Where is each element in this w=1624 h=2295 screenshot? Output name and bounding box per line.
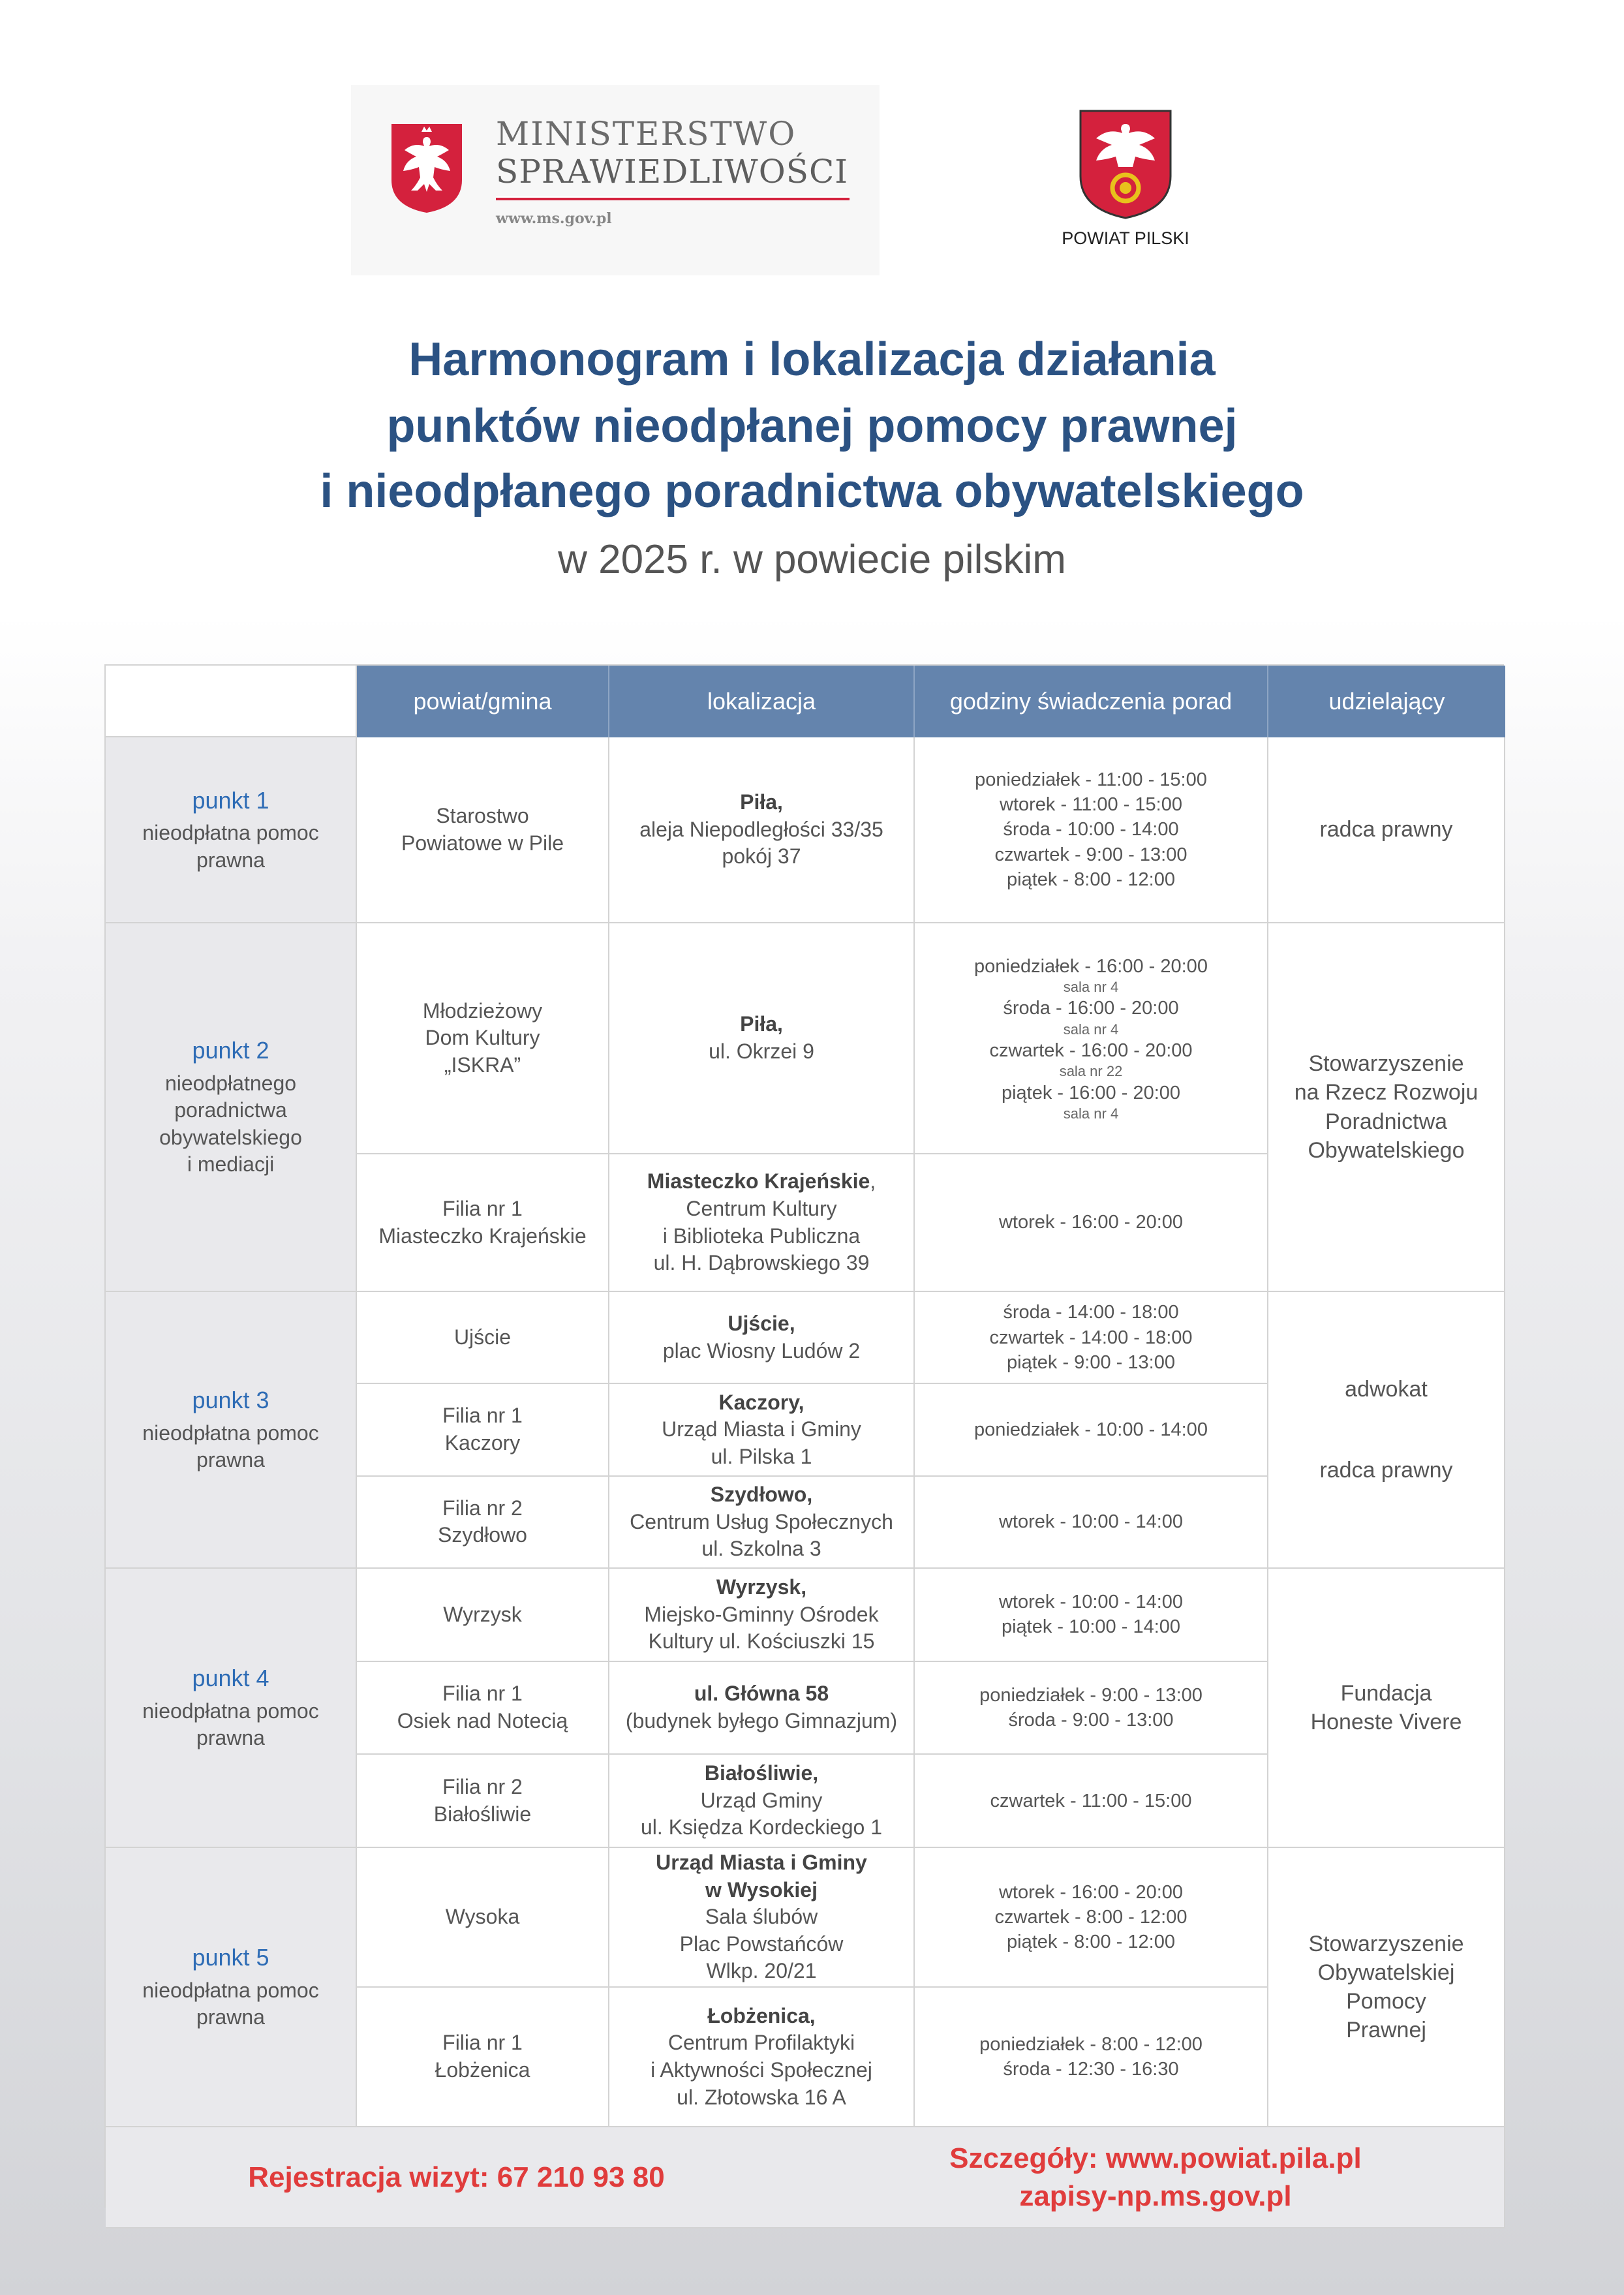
point-2-desc-line1: nieodpłatnego xyxy=(164,1071,297,1095)
provider-cell xyxy=(1268,737,1505,923)
provider-line: radca prawny xyxy=(1319,1458,1453,1483)
ministry-name-line2: SPRAWIEDLIWOŚCI xyxy=(496,153,848,191)
location-line: ul. Złotowska 16 A xyxy=(677,2085,846,2109)
location-city: ul. Główna 58 xyxy=(694,1682,829,1706)
unit-sub xyxy=(357,1292,608,1383)
provider-cell xyxy=(1268,923,1505,1292)
location-line: ul. H. Dąbrowskiego 39 xyxy=(653,1251,870,1275)
unit-line: Wysoka xyxy=(445,1905,520,1929)
unit-cell xyxy=(357,1154,609,1292)
hours-line: czwartek - 9:00 - 13:00 xyxy=(994,844,1187,865)
location-line: Miejsko-Gminny Ośrodek xyxy=(644,1602,879,1626)
location-city: Miasteczko Krajeńskie xyxy=(647,1169,870,1194)
ministry-flag-rule xyxy=(496,196,850,200)
room-line: sala nr 4 xyxy=(1063,1105,1119,1122)
location-cell xyxy=(609,1848,915,2127)
point-5-label xyxy=(106,1848,357,2127)
location-sub xyxy=(609,1569,913,1661)
location-sub xyxy=(609,1292,913,1383)
provider-line: Obywatelskiego xyxy=(1308,1137,1465,1163)
provider-line: adwokat xyxy=(1345,1376,1428,1402)
unit-sub xyxy=(357,1753,608,1847)
point-4-desc-line1: nieodpłatna pomoc xyxy=(142,1699,319,1723)
details-links xyxy=(949,2140,1362,2214)
hours-line: środa - 9:00 - 13:00 xyxy=(1008,1710,1174,1731)
unit-line: Miasteczko Krajeńskie xyxy=(378,1224,587,1248)
table-corner xyxy=(106,666,357,737)
location-line: Centrum Kultury xyxy=(686,1196,837,1220)
hours-line: środa - 16:00 - 20:00 xyxy=(1003,998,1179,1019)
unit-line: Filia nr 1 xyxy=(442,1196,523,1220)
location-sub xyxy=(609,1475,913,1567)
hours-line: środa - 14:00 - 18:00 xyxy=(1003,1302,1179,1323)
location-line: aleja Niepodległości 33/35 xyxy=(639,817,883,841)
location-line: ul. Pilska 1 xyxy=(711,1444,812,1468)
hours-sub xyxy=(915,1569,1267,1661)
location-line: (budynek byłego Gimnazjum) xyxy=(625,1709,898,1733)
location-line: Centrum Usług Społecznych xyxy=(630,1509,893,1533)
hours-line: piątek - 16:00 - 20:00 xyxy=(1001,1082,1181,1103)
unit-line: Powiatowe w Pile xyxy=(401,831,564,855)
point-4-label xyxy=(106,1569,357,1848)
location-line: Centrum Profilaktyki xyxy=(667,2031,855,2055)
hours-line: czwartek - 14:00 - 18:00 xyxy=(989,1327,1193,1348)
point-2-label xyxy=(106,923,357,1292)
provider-line: Stowarzyszenie xyxy=(1308,1051,1464,1077)
hours-line: wtorek - 10:00 - 14:00 xyxy=(998,1511,1184,1533)
provider-line: Pomocy xyxy=(1346,1989,1426,2014)
hours-sub xyxy=(915,1383,1267,1475)
location-city: Wyrzysk, xyxy=(716,1575,807,1599)
room-line: sala nr 4 xyxy=(1063,978,1119,995)
unit-line: „ISKRA” xyxy=(444,1053,521,1077)
unit-line: Filia nr 1 xyxy=(442,1682,523,1706)
location-sub xyxy=(609,1986,913,2126)
hours-cell xyxy=(915,923,1268,1154)
location-line: i Aktywności Społecznej xyxy=(651,2058,872,2082)
provider-line: Fundacja xyxy=(1340,1680,1432,1706)
hours-cell xyxy=(915,1292,1268,1569)
hours-line: wtorek - 10:00 - 14:00 xyxy=(998,1592,1184,1613)
unit-cell xyxy=(357,1292,609,1569)
unit-sub xyxy=(357,1383,608,1475)
point-3-desc-line1: nieodpłatna pomoc xyxy=(142,1421,319,1445)
hours-sub xyxy=(915,1661,1267,1754)
hours-line: środa - 10:00 - 14:00 xyxy=(1003,819,1179,840)
registration-phone: Rejestracja wizyt: 67 210 93 80 xyxy=(248,2161,665,2193)
page-title-line2: punktów nieodpłanej pomocy prawnej xyxy=(386,400,1238,452)
location-line: Plac Powstańców xyxy=(679,1932,844,1956)
point-2-desc-line3: obywatelskiego xyxy=(159,1125,302,1149)
hours-line: środa - 12:30 - 16:30 xyxy=(1003,2059,1179,2080)
location-city-comma: , xyxy=(870,1169,876,1194)
unit-line: Filia nr 2 xyxy=(442,1775,523,1799)
hours-cell xyxy=(915,1154,1268,1292)
location-cell xyxy=(609,1292,915,1569)
location-line: i Biblioteka Publiczna xyxy=(662,1224,861,1248)
point-4-name: punkt 4 xyxy=(192,1665,269,1691)
point-4-desc-line2: prawna xyxy=(196,1726,265,1750)
unit-sub xyxy=(357,1475,608,1567)
provider-line: na Rzecz Rozwoju xyxy=(1294,1080,1478,1105)
point-3-name: punkt 3 xyxy=(192,1387,269,1413)
details-booking-site: zapisy-np.ms.gov.pl xyxy=(1019,2179,1292,2212)
provider-line: Honeste Vivere xyxy=(1310,1710,1462,1734)
unit-line: Filia nr 1 xyxy=(442,1404,523,1428)
ministry-logo xyxy=(351,85,880,275)
hours-line: czwartek - 8:00 - 12:00 xyxy=(994,1906,1187,1928)
room-line: sala nr 22 xyxy=(1059,1063,1123,1080)
provider-line: Prawnej xyxy=(1346,2018,1426,2043)
point-1-desc-line1: nieodpłatna pomoc xyxy=(142,821,319,845)
page-title-line1: Harmonogram i lokalizacja działania xyxy=(408,333,1216,386)
header-unit: powiat/gmina xyxy=(357,666,609,737)
unit-cell xyxy=(357,923,609,1154)
unit-line: Ujście xyxy=(453,1325,512,1349)
hours-line: wtorek - 16:00 - 20:00 xyxy=(998,1212,1184,1233)
hours-cell xyxy=(915,1569,1268,1848)
unit-cell xyxy=(357,1848,609,2127)
hours-sub xyxy=(915,1475,1267,1567)
location-line: pokój 37 xyxy=(722,844,801,869)
hours-line: poniedziałek - 10:00 - 14:00 xyxy=(974,1419,1208,1440)
unit-sub xyxy=(357,1986,608,2126)
hours-line: piątek - 8:00 - 12:00 xyxy=(1007,869,1175,890)
point-2-desc-line4: i mediacji xyxy=(187,1152,275,1177)
location-cell xyxy=(609,923,915,1154)
location-city: Piła, xyxy=(740,1012,783,1036)
hours-sub xyxy=(915,1986,1267,2126)
hours-line: poniedziałek - 11:00 - 15:00 xyxy=(975,769,1207,790)
unit-sub xyxy=(357,1661,608,1754)
provider-line: Poradnictwa xyxy=(1325,1109,1448,1134)
location-cell xyxy=(609,737,915,923)
hours-line: piątek - 8:00 - 12:00 xyxy=(1007,1932,1175,1953)
location-city: Szydłowo, xyxy=(710,1482,813,1506)
county-label: POWIAT PILSKI xyxy=(1062,228,1189,248)
schedule-table xyxy=(104,664,1504,2212)
provider-cell xyxy=(1268,1292,1505,1569)
location-city-line xyxy=(647,1168,876,1195)
location-sub xyxy=(609,1848,913,1986)
header-location: lokalizacja xyxy=(609,666,915,737)
provider-cell xyxy=(1268,1848,1505,2127)
hours-line: poniedziałek - 8:00 - 12:00 xyxy=(979,2033,1203,2055)
hours-line: czwartek - 16:00 - 20:00 xyxy=(989,1040,1193,1061)
location-line: Sala ślubów xyxy=(705,1905,818,1929)
hours-cell xyxy=(915,737,1268,923)
unit-line: Białośliwie xyxy=(433,1802,532,1826)
location-city-line2: w Wysokiej xyxy=(705,1877,818,1902)
unit-line: Osiek nad Notecią xyxy=(397,1709,568,1733)
location-city: Piła, xyxy=(740,790,783,814)
hours-line: czwartek - 11:00 - 15:00 xyxy=(990,1790,1192,1811)
location-line: Wlkp. 20/21 xyxy=(706,1959,817,1983)
footer-bar xyxy=(106,2127,1505,2228)
point-1-label xyxy=(106,737,357,923)
point-3-desc-line2: prawna xyxy=(196,1448,265,1472)
unit-sub xyxy=(357,1848,608,1986)
unit-line: Szydłowo xyxy=(438,1523,527,1547)
location-cell xyxy=(609,1569,915,1848)
location-city: Kaczory, xyxy=(718,1390,804,1414)
hours-line: poniedziałek - 16:00 - 20:00 xyxy=(974,955,1208,977)
details-website: Szczegóły: www.powiat.pila.pl xyxy=(949,2142,1362,2175)
location-line: plac Wiosny Ludów 2 xyxy=(662,1338,861,1363)
location-city: Łobżenica, xyxy=(707,2003,816,2027)
point-5-desc-line2: prawna xyxy=(196,2005,265,2029)
unit-cell xyxy=(357,1569,609,1848)
hours-cell xyxy=(915,1848,1268,2127)
location-line: ul. Okrzei 9 xyxy=(709,1040,814,1063)
header-hours: godziny świadczenia porad xyxy=(915,666,1268,737)
unit-line: Wyrzysk xyxy=(443,1602,522,1626)
ministry-name-line1: MINISTERSTWO xyxy=(496,115,797,153)
hours-line: wtorek - 11:00 - 15:00 xyxy=(1000,794,1182,816)
location-line: ul. Księdza Kordeckiego 1 xyxy=(641,1815,882,1840)
provider-line: Obywatelskiej xyxy=(1317,1960,1455,1985)
location-line: Urząd Gminy xyxy=(700,1788,823,1812)
location-cell xyxy=(609,1154,915,1292)
location-sub xyxy=(609,1383,913,1475)
hours-sub xyxy=(915,1848,1267,1986)
location-city: Urząd Miasta i Gminy xyxy=(656,1851,867,1875)
unit-line: Łobżenica xyxy=(435,2058,530,2082)
ministry-url: www.ms.gov.pl xyxy=(496,210,612,227)
hours-line: piątek - 9:00 - 13:00 xyxy=(1007,1351,1175,1373)
hours-line: poniedziałek - 9:00 - 13:00 xyxy=(979,1684,1203,1706)
room-line: sala nr 4 xyxy=(1063,1021,1119,1038)
location-line: ul. Szkolna 3 xyxy=(701,1537,821,1561)
location-city: Ujście, xyxy=(728,1312,795,1336)
unit-line: Filia nr 2 xyxy=(442,1496,523,1520)
unit-line: Kaczory xyxy=(444,1430,521,1455)
point-1-name: punkt 1 xyxy=(192,786,269,814)
unit-line: Dom Kultury xyxy=(425,1026,540,1050)
hours-sub xyxy=(915,1292,1267,1383)
point-3-label xyxy=(106,1292,357,1569)
polish-eagle-emblem-icon xyxy=(390,123,463,214)
hours-sub xyxy=(915,1753,1267,1847)
provider-line: Stowarzyszenie xyxy=(1308,1931,1464,1956)
unit-line: Młodzieżowy xyxy=(422,998,543,1023)
location-sub xyxy=(609,1753,913,1847)
unit-sub xyxy=(357,1569,608,1661)
point-2-name: punkt 2 xyxy=(192,1036,269,1064)
point-2-desc-line2: poradnictwa xyxy=(174,1098,287,1122)
point-5-desc-line1: nieodpłatna pomoc xyxy=(142,1978,319,2002)
header-provider: udzielający xyxy=(1268,666,1505,737)
provider-line: radca prawny xyxy=(1319,817,1453,842)
location-sub xyxy=(609,1661,913,1754)
location-line: Urząd Miasta i Gminy xyxy=(662,1417,861,1441)
page-title-line3: i nieodpłanego poradnictwa obywatelskiego xyxy=(320,465,1304,517)
provider-cell xyxy=(1268,1569,1505,1848)
point-1-desc-line2: prawna xyxy=(196,848,265,872)
unit-line: Filia nr 1 xyxy=(442,2031,523,2055)
hours-line: piątek - 10:00 - 14:00 xyxy=(1001,1616,1181,1638)
unit-line: Starostwo xyxy=(436,803,529,827)
page-subtitle: w 2025 r. w powiecie pilskim xyxy=(558,537,1066,582)
unit-cell xyxy=(357,737,609,923)
hours-line: wtorek - 16:00 - 20:00 xyxy=(998,1881,1184,1903)
county-coat-of-arms-icon xyxy=(1078,108,1173,221)
location-line: Kultury ul. Kościuszki 15 xyxy=(648,1629,875,1654)
point-5-name: punkt 5 xyxy=(192,1944,269,1971)
location-city: Białośliwie, xyxy=(704,1761,819,1785)
